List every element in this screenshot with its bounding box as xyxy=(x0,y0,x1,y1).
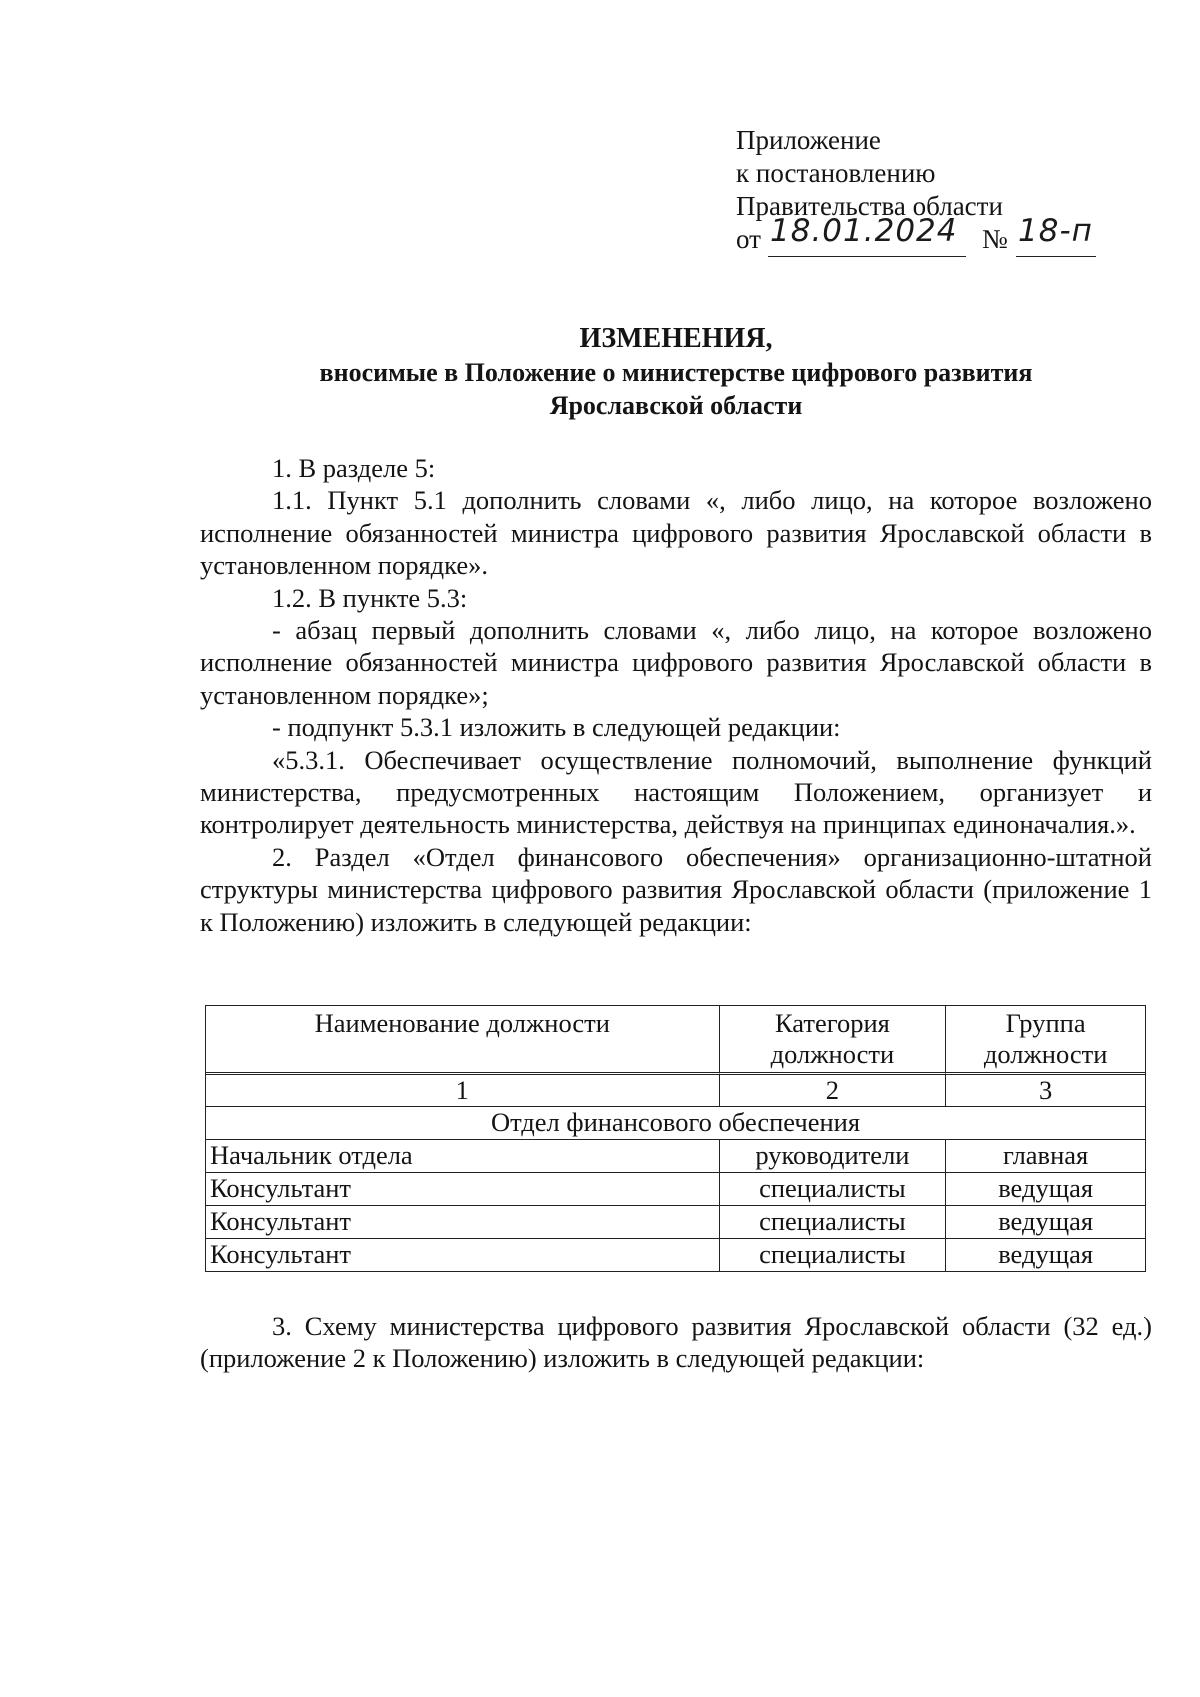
closing-section xyxy=(200,1310,1152,1375)
header-category: Категория должности xyxy=(720,1006,947,1075)
title-main: ИЗМЕНЕНИЯ, xyxy=(579,323,773,354)
table-row xyxy=(206,1140,1145,1173)
group-cell: ведущая xyxy=(998,1239,1094,1269)
table-row xyxy=(206,1173,1145,1206)
paragraph: 1.1. Пункт 5.1 дополнить словами «, либо лицо, на которое возложено исполнение обязанностей министра цифрового развития Ярославской области в установленном порядке». xyxy=(200,485,1152,581)
staff-structure-table xyxy=(205,1005,1146,1272)
paragraph: 1.2. В пункте 5.3: xyxy=(272,582,468,613)
appendix-line-3: Правительства области xyxy=(736,191,1003,221)
title-subtitle-1: вносимые в Положение о министерстве цифрового развития xyxy=(319,358,1033,387)
paragraph: «5.3.1. Обеспечивает осуществление полномочий, выполнение функций министерства, предусмотренных настоящим Положением, организует и контролирует деятельность министерства, действуя на принципах единоначалия.». xyxy=(200,744,1152,840)
closing-paragraph: 3. Схему министерства цифрового развития Ярославской области (32 ед.) (приложение 2 к Положению) изложить в следующей редакции: xyxy=(200,1311,1152,1374)
appendix-header xyxy=(736,124,1093,259)
position-cell: Консультант xyxy=(206,1173,720,1206)
handwritten-number: 18-п xyxy=(1018,213,1093,249)
group-cell: ведущая xyxy=(946,1206,1145,1239)
document-body xyxy=(200,452,1152,938)
position-cell: Консультант xyxy=(206,1239,720,1271)
number-underline xyxy=(1016,256,1096,257)
group-cell: главная xyxy=(946,1140,1145,1173)
group-cell: ведущая xyxy=(946,1173,1145,1206)
section-title: Отдел финансового обеспечения xyxy=(206,1107,1145,1140)
column-number: 1 xyxy=(206,1075,720,1107)
paragraph: - подпункт 5.3.1 изложить в следующей редакции: xyxy=(272,712,841,743)
column-number-row xyxy=(206,1075,1145,1107)
decree-reference xyxy=(736,213,1093,259)
date-prefix: от xyxy=(736,224,761,254)
paragraph: 1. В разделе 5: xyxy=(272,453,436,483)
column-number: 2 xyxy=(720,1075,947,1107)
column-number: 3 xyxy=(946,1075,1145,1107)
number-prefix: № xyxy=(982,224,1008,254)
header-position-name: Наименование должности xyxy=(206,1006,720,1075)
category-cell: руководители xyxy=(720,1140,947,1173)
position-cell: Начальник отдела xyxy=(206,1140,720,1173)
title-subtitle-2: Ярославской области xyxy=(549,391,803,420)
category-cell: специалисты xyxy=(720,1206,947,1239)
appendix-line-1: Приложение xyxy=(736,125,881,155)
appendix-line-2: к постановлению xyxy=(736,158,936,188)
handwritten-date: 18.01.2024 xyxy=(770,213,958,249)
table-header-row xyxy=(206,1006,1145,1075)
paragraph: - абзац первый дополнить словами «, либо лицо, на которое возложено исполнение обязанностей министра цифрового развития Ярославской области в установленном порядке»; xyxy=(200,615,1152,710)
paragraph: 2. Раздел «Отдел финансового обеспечения» организационно-штатной структуры министерства цифрового развития Ярославской области (приложение 1 к Положению) изложить в следующей редакции: xyxy=(200,841,1152,937)
position-cell: Консультант xyxy=(206,1206,720,1239)
header-group: Группа должности xyxy=(946,1006,1145,1075)
category-cell: специалисты xyxy=(720,1173,947,1206)
section-row xyxy=(206,1107,1145,1140)
document-title xyxy=(200,322,1152,422)
table-row xyxy=(206,1206,1145,1239)
category-cell: специалисты xyxy=(720,1239,947,1271)
table-row xyxy=(206,1239,1145,1271)
date-underline xyxy=(768,256,966,257)
